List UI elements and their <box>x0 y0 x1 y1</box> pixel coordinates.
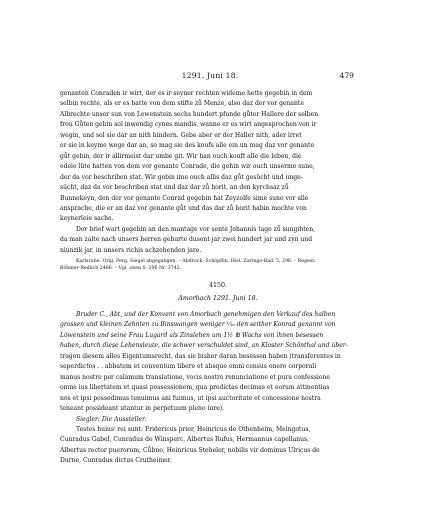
text-line: niunzik jar, in unsers richis achzehenden jare. <box>60 246 202 254</box>
regest-line: Bruder C., Abt, und der Konvent von Amorbach genehmigen den Verkauf des halben <box>76 311 336 318</box>
text-line: wegin, und sol sie dar an nith hindern. Gebe aber er der Haller nith, ader irret <box>60 131 302 139</box>
text-line: seperdictos . . abbatem et conventum libere et absque omni census onere corporali <box>60 363 317 371</box>
text-line: Bunnekeyn, den der vor genante Conrad gegebin hat Zeyzolfe sime sune vor alle <box>60 194 309 202</box>
regest-line: Löwenstein und seine Frau Lugard als Zinslehen um 1½ ℔ Wachs von ihnen besessen <box>60 331 324 339</box>
text-line: tragen diesem alles Eigentumsrecht, das sie bisher daran besessen haben (transferentes in <box>60 352 341 360</box>
siegler-line: Siegler: Die Aussteller. <box>76 415 147 423</box>
text-line: edele lüte hatten von dem vor genante Conrade, die gehin wir ouch unserme sune, <box>60 163 315 171</box>
archival-note <box>60 258 376 272</box>
witness-line: Cunradus Gabel, Cunradus de Winsperc, Albertus Rufus, Hermannus capellanus, <box>60 436 310 444</box>
document-number: 4150. <box>208 282 228 289</box>
text-line: teneant possideant utantur in perpetuum pleno iure). <box>60 405 225 413</box>
witness-line: Testes huius⁾ rei sunt: Fridericus prior, Heinricus de Othenheim, Meingotus, <box>76 425 311 433</box>
document-place-date: Amorbach 1291. Juni 18. <box>178 295 258 302</box>
witness-line: Albertus rector puerorum, Cůbno, Heinricus Steheler, nobilis vir dominus Ulricus de <box>60 446 320 454</box>
note-line: Karlsruhe. Orig. Perg. Siegel abgegangen. – Abdruck: Schöpflin, Hist. Zaringo-Bad. 5, 296. – Regest: <box>76 259 316 264</box>
text-line: selbin rechte, als er es hatte von dem stifte zů Menze, also daz der vor genante <box>60 100 304 108</box>
document-regest <box>60 310 376 467</box>
charter-text-continuation <box>60 89 376 256</box>
regest-line: haben, durch diese Lehensleute, die schwer verschuldet sind, an Kloster Schönthal und über- <box>60 342 348 350</box>
page-number: 479 <box>339 71 354 80</box>
text-line: Albrechte unser sun von Lewenstein sechs hundert pfunde gůter Hallere der selben <box>60 110 319 118</box>
text-line: keynerleie sache. <box>60 215 114 223</box>
text-line: da man zalte nach unsers herren geburte dusent jar zwei hundert jar und zyn und <box>60 236 313 244</box>
text-line: nos et ipsi possedimus tenuimus ani fuimus, ut ipsi auctoritate et concessione nostra <box>60 394 321 402</box>
text-line: gůt gebin, der ir allirmeist dar umbe git. Wir han ouch kouft alle die leben, die <box>60 152 302 160</box>
text-line: ansprache, die er an daz vor genante gůt und das dar zů horit habin mochte von <box>60 204 307 212</box>
text-line: frou Gůten gebin sol inwendig cynes mandis, wanne er es wirt angesprochen von ir <box>60 121 317 129</box>
regest-line: grossen und kleinen Zehnten zu Binswangen weniger ¹⁄₁₆ den seither Konrad genannt von <box>60 321 336 329</box>
text-line: er sie in keyme wege dar an, so mag sie des koufs alle ein un mag daz vor genante <box>60 142 315 150</box>
text-line: Der brief wart gegebin an den mantage vor sente Johannis tage zů sungihten, <box>76 225 316 233</box>
text-line: manus nostre per calamum translatione, vocis nostre renunciatione et pura confessione <box>60 373 330 381</box>
running-header-date: 1291. Juni 18. <box>181 71 239 80</box>
text-line: omne ius libertatem et quasi possessionem, qua predictas decimas et eorum attinentias <box>60 384 330 392</box>
note-line: Böhmer-Redlich 2466. – Vgl. oben S. 206 Nr. 3742. <box>60 266 182 272</box>
witness-line: Durne, Cunradus dictus Crutheimer. <box>60 457 172 465</box>
text-line: sücht, daz da vor beschriben stat und daz dar zů horit, an den kyrchsaz zů <box>60 184 289 192</box>
text-line: der da vor beschriben stat. Wir gebin ime ouch allis daz gůt gesücht und unge- <box>60 173 303 181</box>
text-line: genanten Conraden ir wirt, der es ir seyner rechten wideme hette gegebin in dem <box>60 90 313 97</box>
